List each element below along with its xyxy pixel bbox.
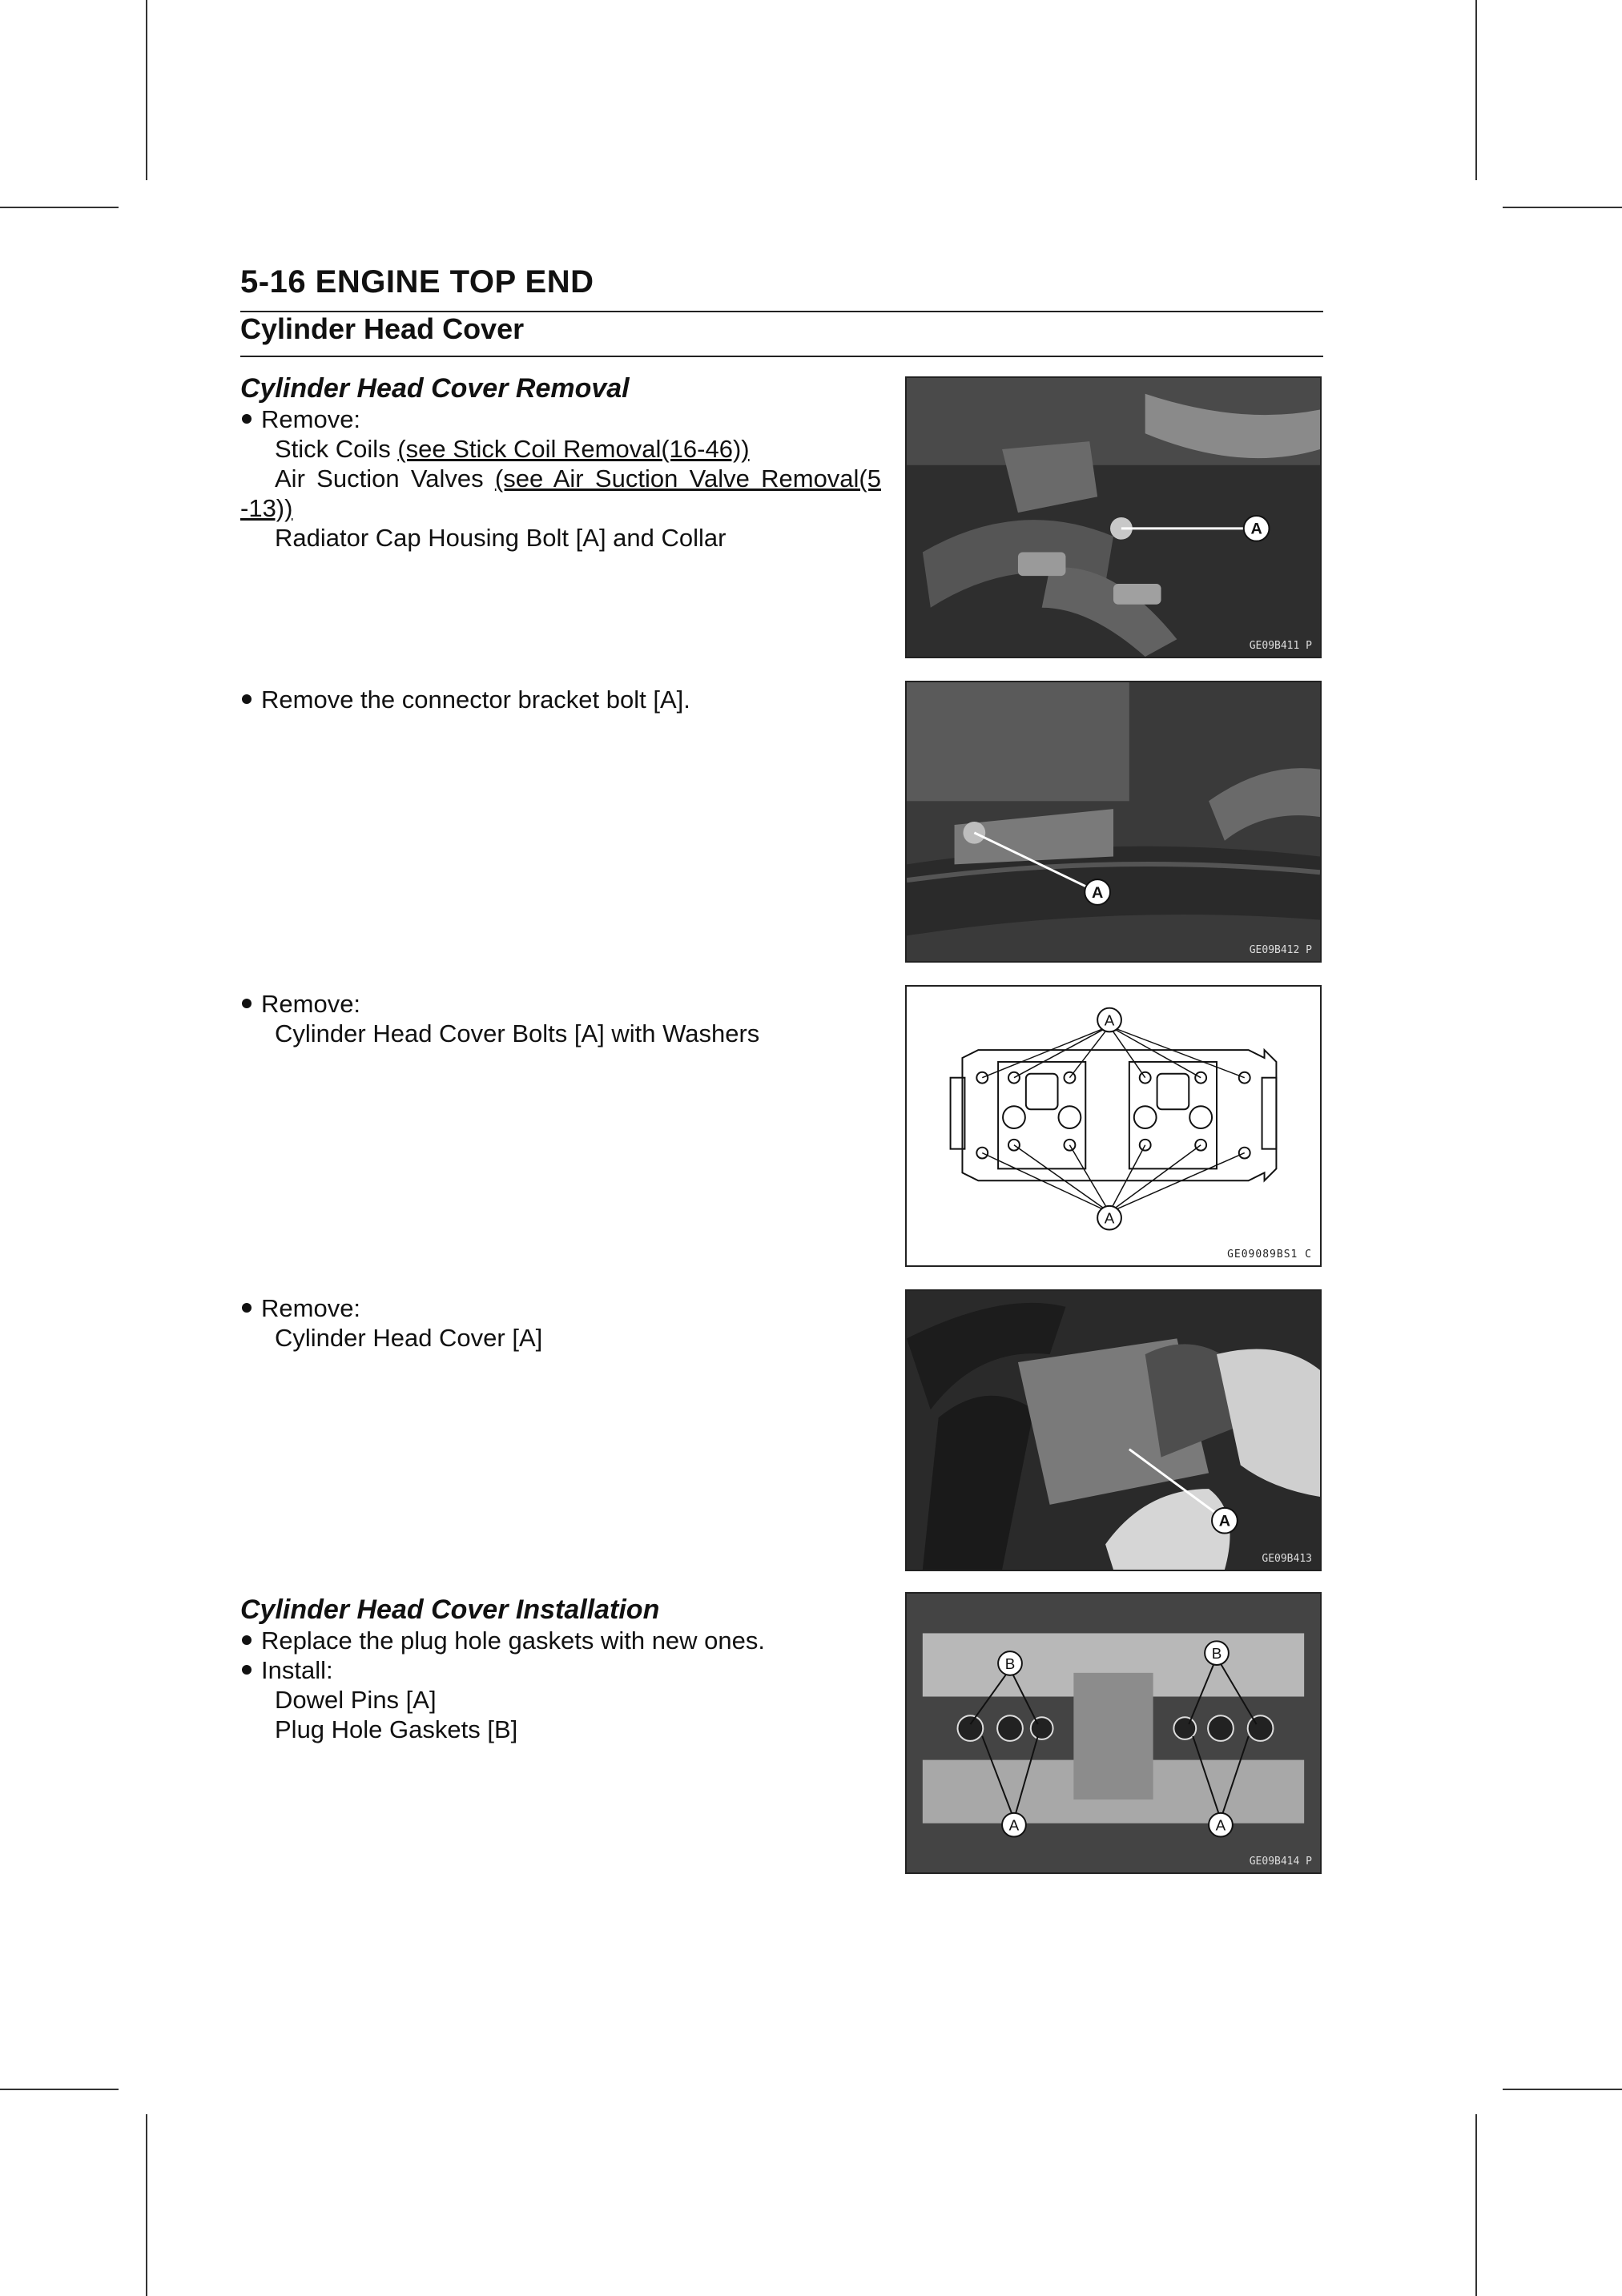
removal-step1-bullet: Remove: [240, 404, 881, 434]
bullet-dot [242, 694, 252, 704]
item-cylinder-head-cover: Cylinder Head Cover [A] [275, 1324, 543, 1352]
installation-step1-bullet: Replace the plug hole gaskets with new ones. [240, 1626, 881, 1655]
callout-label-a-bottom: A [1104, 1209, 1115, 1227]
installation-block [240, 1594, 881, 1744]
crop-mark-bottom-right-horizontal [1503, 2089, 1622, 2090]
item-dowel-pins: Dowel Pins [A] [275, 1686, 437, 1714]
bullet-dot [242, 1665, 252, 1675]
item-plug-hole-gaskets: Plug Hole Gaskets [B] [275, 1715, 518, 1743]
callout-label-b-right: B [1211, 1645, 1222, 1663]
figure-code: GE09B411 P [1249, 640, 1312, 652]
section-rule [240, 356, 1323, 357]
removal-subhead: Cylinder Head Cover Removal [240, 373, 630, 404]
figure-dowel-pins-gaskets-photo [905, 1592, 1322, 1874]
crop-mark-bottom-left-horizontal [0, 2089, 119, 2090]
removal-step3 [240, 989, 881, 1048]
crop-mark-top-left-vertical [146, 0, 147, 180]
bullet-dot [242, 999, 252, 1008]
installation-step2-bullet: Install: [240, 1655, 881, 1685]
callout-label-a-right: A [1215, 1816, 1226, 1834]
drawing-cylinder-head-cover [907, 987, 1320, 1265]
section-title: Cylinder Head Cover [240, 312, 525, 345]
bullet-dot [242, 414, 252, 424]
removal-step1 [240, 372, 881, 553]
callout-label-a: A [1250, 520, 1262, 538]
item-air-suction-valves-cont [240, 493, 881, 523]
removal-step4-bullet: Remove: [240, 1293, 881, 1323]
figure-radiator-cap-housing-photo [905, 376, 1322, 658]
link-air-suction-valve-removal-cont[interactable]: -13)) [240, 494, 293, 522]
crop-mark-top-left-horizontal [0, 207, 119, 208]
page-title: 5-16 ENGINE TOP END [240, 264, 594, 300]
item-stick-coils: Stick Coils (see Stick Coil Removal(16-46)) [275, 435, 750, 463]
crop-mark-top-right-horizontal [1503, 207, 1622, 208]
bullet-dot [242, 1303, 252, 1313]
installation-subhead: Cylinder Head Cover Installation [240, 1594, 660, 1625]
bullet-dot [242, 1635, 252, 1645]
photo-dowel-pins-gaskets [907, 1594, 1320, 1872]
callout-label-a: A [1218, 1512, 1231, 1530]
figure-code: GE09B414 P [1249, 1856, 1312, 1868]
removal-step3-bullet: Remove: [240, 989, 881, 1019]
callout-label-a-left: A [1008, 1816, 1020, 1834]
crop-mark-bottom-right-vertical [1475, 2114, 1477, 2296]
figure-code: GE09089BS1 C [1227, 1249, 1312, 1261]
crop-mark-bottom-left-vertical [146, 2114, 147, 2296]
item-cover-bolts: Cylinder Head Cover Bolts [A] with Washers [275, 1019, 760, 1047]
photo-connector-bracket [907, 682, 1320, 961]
link-air-suction-valve-removal[interactable]: (see Air Suction Valve Removal(5 [494, 464, 881, 493]
figure-connector-bracket-photo [905, 681, 1322, 963]
figure-code: GE09B413 [1262, 1553, 1312, 1565]
crop-mark-top-right-vertical [1475, 0, 1477, 180]
callout-label-a: A [1091, 883, 1104, 902]
item-radiator-cap-bolt: Radiator Cap Housing Bolt [A] and Collar [275, 524, 726, 552]
removal-step2 [240, 685, 881, 714]
photo-cover-removal [907, 1291, 1320, 1570]
callout-label-a-top: A [1104, 1011, 1115, 1029]
callout-label-b-left: B [1004, 1655, 1016, 1672]
link-stick-coil-removal[interactable]: (see Stick Coil Removal(16-46)) [397, 435, 750, 463]
figure-code: GE09B412 P [1249, 944, 1312, 956]
removal-step2-bullet: Remove the connector bracket bolt [A]. [240, 685, 881, 714]
photo-radiator-cap-housing [907, 378, 1320, 657]
figure-cover-bolts-drawing [905, 985, 1322, 1267]
item-air-suction-valves: Air Suction Valves (see Air Suction Valve Removal(5 [275, 464, 881, 493]
removal-step4 [240, 1293, 881, 1353]
figure-cover-removal-photo [905, 1289, 1322, 1571]
